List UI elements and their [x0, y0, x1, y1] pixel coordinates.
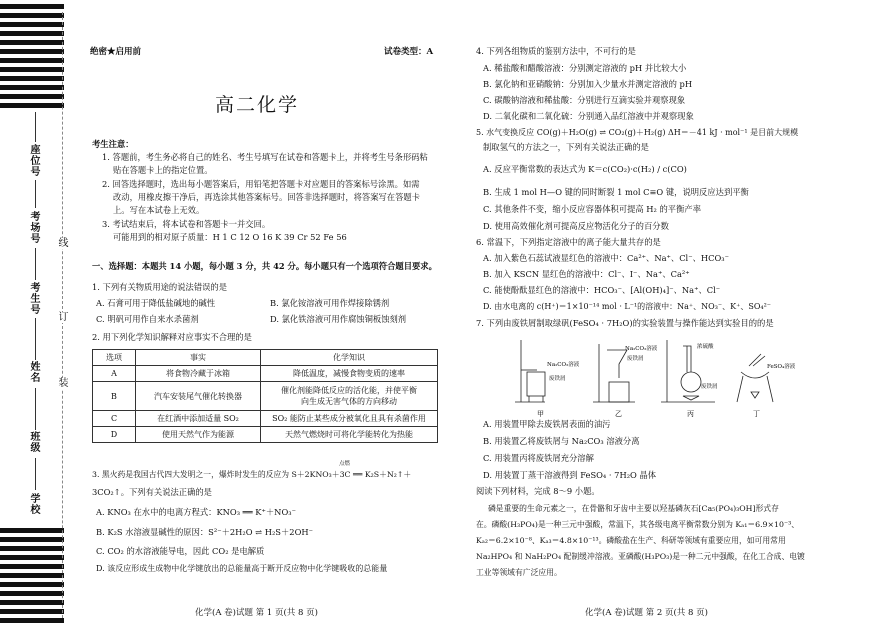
table-cell: 天然气燃烧时可将化学能转化为热能	[261, 427, 438, 443]
table-header-cell: 选项	[93, 350, 136, 366]
fig-caption: 甲	[537, 410, 544, 418]
note-line: 上。写在本试卷上无效。	[113, 205, 205, 215]
table-cell: 降低温度，减慢食物变质的速率	[261, 366, 438, 382]
q7-option-a: A. 用装置甲除去废铁屑表面的油污	[483, 419, 611, 429]
q4-option-a: A. 稀盐酸和醋酸溶液：分别测定溶液的 pH 并比较大小	[483, 63, 687, 73]
stripe	[0, 609, 64, 614]
note-line: 改动，用橡皮擦干净后，再选涂其他答案标号。回答非选择题时，将答案写在答题卡	[113, 192, 420, 202]
q5-option-b: B. 生成 1 mol H—O 键的同时断裂 1 mol C≡O 键，说明反应达到平衡	[483, 187, 749, 197]
q7-option-b: B. 用装置乙将废铁屑与 Na₂CO₃ 溶液分离	[483, 436, 640, 446]
note-line: 3. 考试结束后，将本试卷和答题卡一并交回。	[102, 219, 271, 229]
q4-option-b: B. 氯化钠和亚硝酸钠：分别加入少量水并测定溶液的 pH	[483, 79, 693, 89]
exam-room-label: 考场号	[30, 212, 41, 245]
table-cell-line: 催化剂能降低反应的活化能，并使平衡	[281, 386, 417, 395]
reading-intro: 阅读下列材料，完成 8～9 小题。	[476, 486, 600, 496]
secret-mark: 绝密★启用前	[90, 47, 142, 57]
fig-label: 废铁屑	[627, 356, 644, 362]
reading-line: Kₐ₂＝6.2×10⁻⁸、Kₐ₃＝4.8×10⁻¹³。磷酸盐在生产、科研等领域有重要应用，如可用常用	[476, 536, 786, 545]
fig-caption: 丁	[753, 410, 760, 418]
q1-option-b: B. 氯化铵溶液可用作焊接除锈剂	[270, 298, 390, 308]
q5-option-a: A. 反应平衡常数的表达式为 K＝c(CO₂)·c(H₂) / c(CO)	[483, 164, 687, 174]
table-cell: SO₂ 能防止某些成分被氧化且具有杀菌作用	[261, 411, 438, 427]
paper-type: 试卷类型：A	[384, 47, 434, 57]
table-cell: B	[93, 382, 136, 411]
q3-option-d: D. 该反应形成生成物中化学键放出的总能量高于断开反应物中化学键吸收的总能量	[96, 564, 388, 573]
seat-label: 座位号	[30, 145, 41, 178]
page-footer: 化学(A 卷)试题 第 1 页(共 8 页)	[195, 608, 318, 618]
q7-option-c: C. 用装置丙将废铁屑充分溶解	[483, 453, 594, 463]
page-title: 高二化学	[215, 94, 300, 116]
q5-stem: 5. 水气变换反应 CO(g)＋H₂O(g) ⇌ CO₂(g)＋H₂(g) ΔH＝－41 kJ · mol⁻¹ 是目前大规模	[476, 128, 799, 137]
q1-option-c: C. 明矾可用作自来水杀菌剂	[96, 314, 199, 324]
q6-option-a: A. 加入紫色石蕊试液显红色的溶液中：Ca²⁺、Na⁺、Cl⁻、HCO₃⁻	[483, 253, 729, 263]
q7-option-d: D. 用装置丁蒸干溶液得到 FeSO₄ · 7H₂O 晶体	[483, 470, 657, 480]
q5-option-d: D. 使用高效催化剂可提高反应物活化分子的百分数	[483, 221, 669, 231]
table-cell: D	[93, 427, 136, 443]
fig-label: 废铁屑	[549, 376, 566, 382]
page-footer: 化学(A 卷)试题 第 2 页(共 8 页)	[585, 608, 708, 618]
note-line: 1. 答题前，考生务必将自己的姓名、考生号填写在试卷和答题卡上，并将考生号条形码粘	[102, 152, 428, 162]
q4-stem: 4. 下列各组物质的鉴别方法中，不可行的是	[476, 46, 636, 56]
order-mark: 订	[58, 312, 69, 323]
q6-stem: 6. 常温下，下列指定溶液中的离子能大量共存的是	[476, 237, 661, 247]
reading-line: 在。磷酸(H₃PO₄)是一种三元中强酸，常温下，其各级电离平衡常数分别为 Kₐ₁＝6.9×10⁻³、	[476, 520, 800, 529]
q6-option-b: B. 加入 KSCN 显红色的溶液中：Cl⁻、I⁻、Na⁺、Ca²⁺	[483, 269, 690, 279]
fig-label: 废铁屑	[701, 384, 718, 390]
q7-stem: 7. 下列由废铁屑制取绿矾(FeSO₄ · 7H₂O)的实验装置与操作能达到实验目的的是	[476, 318, 774, 328]
notes-heading: 考生注意：	[92, 139, 134, 149]
q3-option-b: B. K₂S 水溶液显碱性的原因：S²⁻＋2H₂O ⇌ H₂S＋2OH⁻	[96, 527, 313, 537]
class-label: 班级	[30, 432, 41, 454]
q3-option-a: A. KNO₃ 在水中的电离方程式：KNO₃ ══ K⁺＋NO₃⁻	[96, 507, 296, 517]
q1-option-a: A. 石膏可用于降低盐碱地的碱性	[96, 298, 216, 308]
table-cell: 在红酒中添加适量 SO₂	[136, 411, 261, 427]
fig-caption: 丙	[687, 410, 694, 418]
stripe	[0, 618, 64, 623]
q2-stem: 2. 用下列化学知识解释对应事实不合理的是	[92, 332, 252, 342]
fig-label: Na₂CO₃溶液	[547, 362, 580, 368]
q3-option-c: C. CO₂ 的水溶液能导电，因此 CO₂ 是电解质	[96, 546, 265, 556]
fig-label: 浓硫酸	[697, 344, 714, 350]
fig-caption: 乙	[615, 410, 622, 418]
q4-option-c: C. 碳酸钠溶液和稀盐酸：分别进行互滴实验并观察现象	[483, 95, 686, 105]
note-line: 贴在答题卡上的指定位置。	[113, 165, 213, 175]
q1-option-d: D. 氯化铁溶液可用作腐蚀铜板蚀刻剂	[270, 314, 407, 324]
q5-stem-cont: 制取氢气的方法之一，下列有关说法正确的是	[483, 142, 649, 152]
fig-label: FeSO₄溶液	[767, 364, 796, 370]
line-mark: 线	[58, 238, 69, 249]
table-cell: A	[93, 366, 136, 382]
name-label: 姓名	[30, 362, 41, 384]
q4-option-d: D. 二氧化碳和二氧化硫：分别通入品红溶液中并观察现象	[483, 111, 694, 121]
q3-stem: 3. 黑火药是我国古代四大发明之一，爆炸时发生的反应为 S＋2KNO₃＋3C ══ K₂S＋N₂↑＋	[92, 470, 412, 479]
q3-stem-cont: 3CO₂↑。下列有关说法正确的是	[92, 487, 212, 497]
student-no-label: 考生号	[30, 283, 41, 316]
note-line: 2. 回答选择题时，选出每小题答案后，用铅笔把答题卡对应题目的答案标号涂黑。如需	[102, 179, 420, 189]
q3-condition: 点燃	[339, 461, 351, 467]
q6-option-d: D. 由水电离的 c(H⁺)＝1×10⁻¹⁴ mol · L⁻¹的溶液中：Na⁺、NO₃⁻、K⁺、SO₄²⁻	[483, 302, 772, 311]
bind-mark: 装	[58, 378, 69, 389]
reading-line: 工业等领域有广泛应用。	[476, 568, 562, 577]
fig-label: Na₂CO₃溶液	[625, 346, 658, 352]
table-header-cell: 化学知识	[261, 350, 438, 366]
table-header-cell: 事实	[136, 350, 261, 366]
q1-stem: 1. 下列有关物质用途的说法错误的是	[92, 282, 228, 292]
section-heading: 一、选择题：本题共 14 小题，每小题 3 分，共 42 分。每小题只有一个选项符合题目要求。	[92, 261, 437, 271]
stripe	[0, 600, 64, 605]
table-cell: 汽车安装尾气催化转换器	[136, 382, 261, 411]
reading-line: Na₂HPO₄ 和 NaH₂PO₄ 配制缓冲溶液。亚磷酸(H₃PO₃)是一种二元中强酸，在化工合成、电镀	[476, 552, 805, 561]
q5-option-c: C. 其他条件不变，缩小反应容器体积可提高 H₂ 的平衡产率	[483, 204, 701, 214]
table-cell: 使用天然气作为能源	[136, 427, 261, 443]
table-cell: 将食物冷藏于冰箱	[136, 366, 261, 382]
reading-line: 磷是重要的生命元素之一，在骨骼和牙齿中主要以羟基磷灰石[Ca₅(PO₄)₃OH]形式存	[488, 504, 779, 513]
table-cell-line: 向生成无害气体的方向移动	[301, 397, 397, 406]
atomic-mass: 可能用到的相对原子质量：H 1 C 12 O 16 K 39 Cr 52 Fe 56	[113, 232, 347, 242]
q6-option-c: C. 能使酚酞显红色的溶液中：HCO₃⁻、[Al(OH)₄]⁻、Na⁺、Cl⁻	[483, 285, 721, 295]
table-cell: C	[93, 411, 136, 427]
school-label: 学校	[30, 494, 41, 516]
